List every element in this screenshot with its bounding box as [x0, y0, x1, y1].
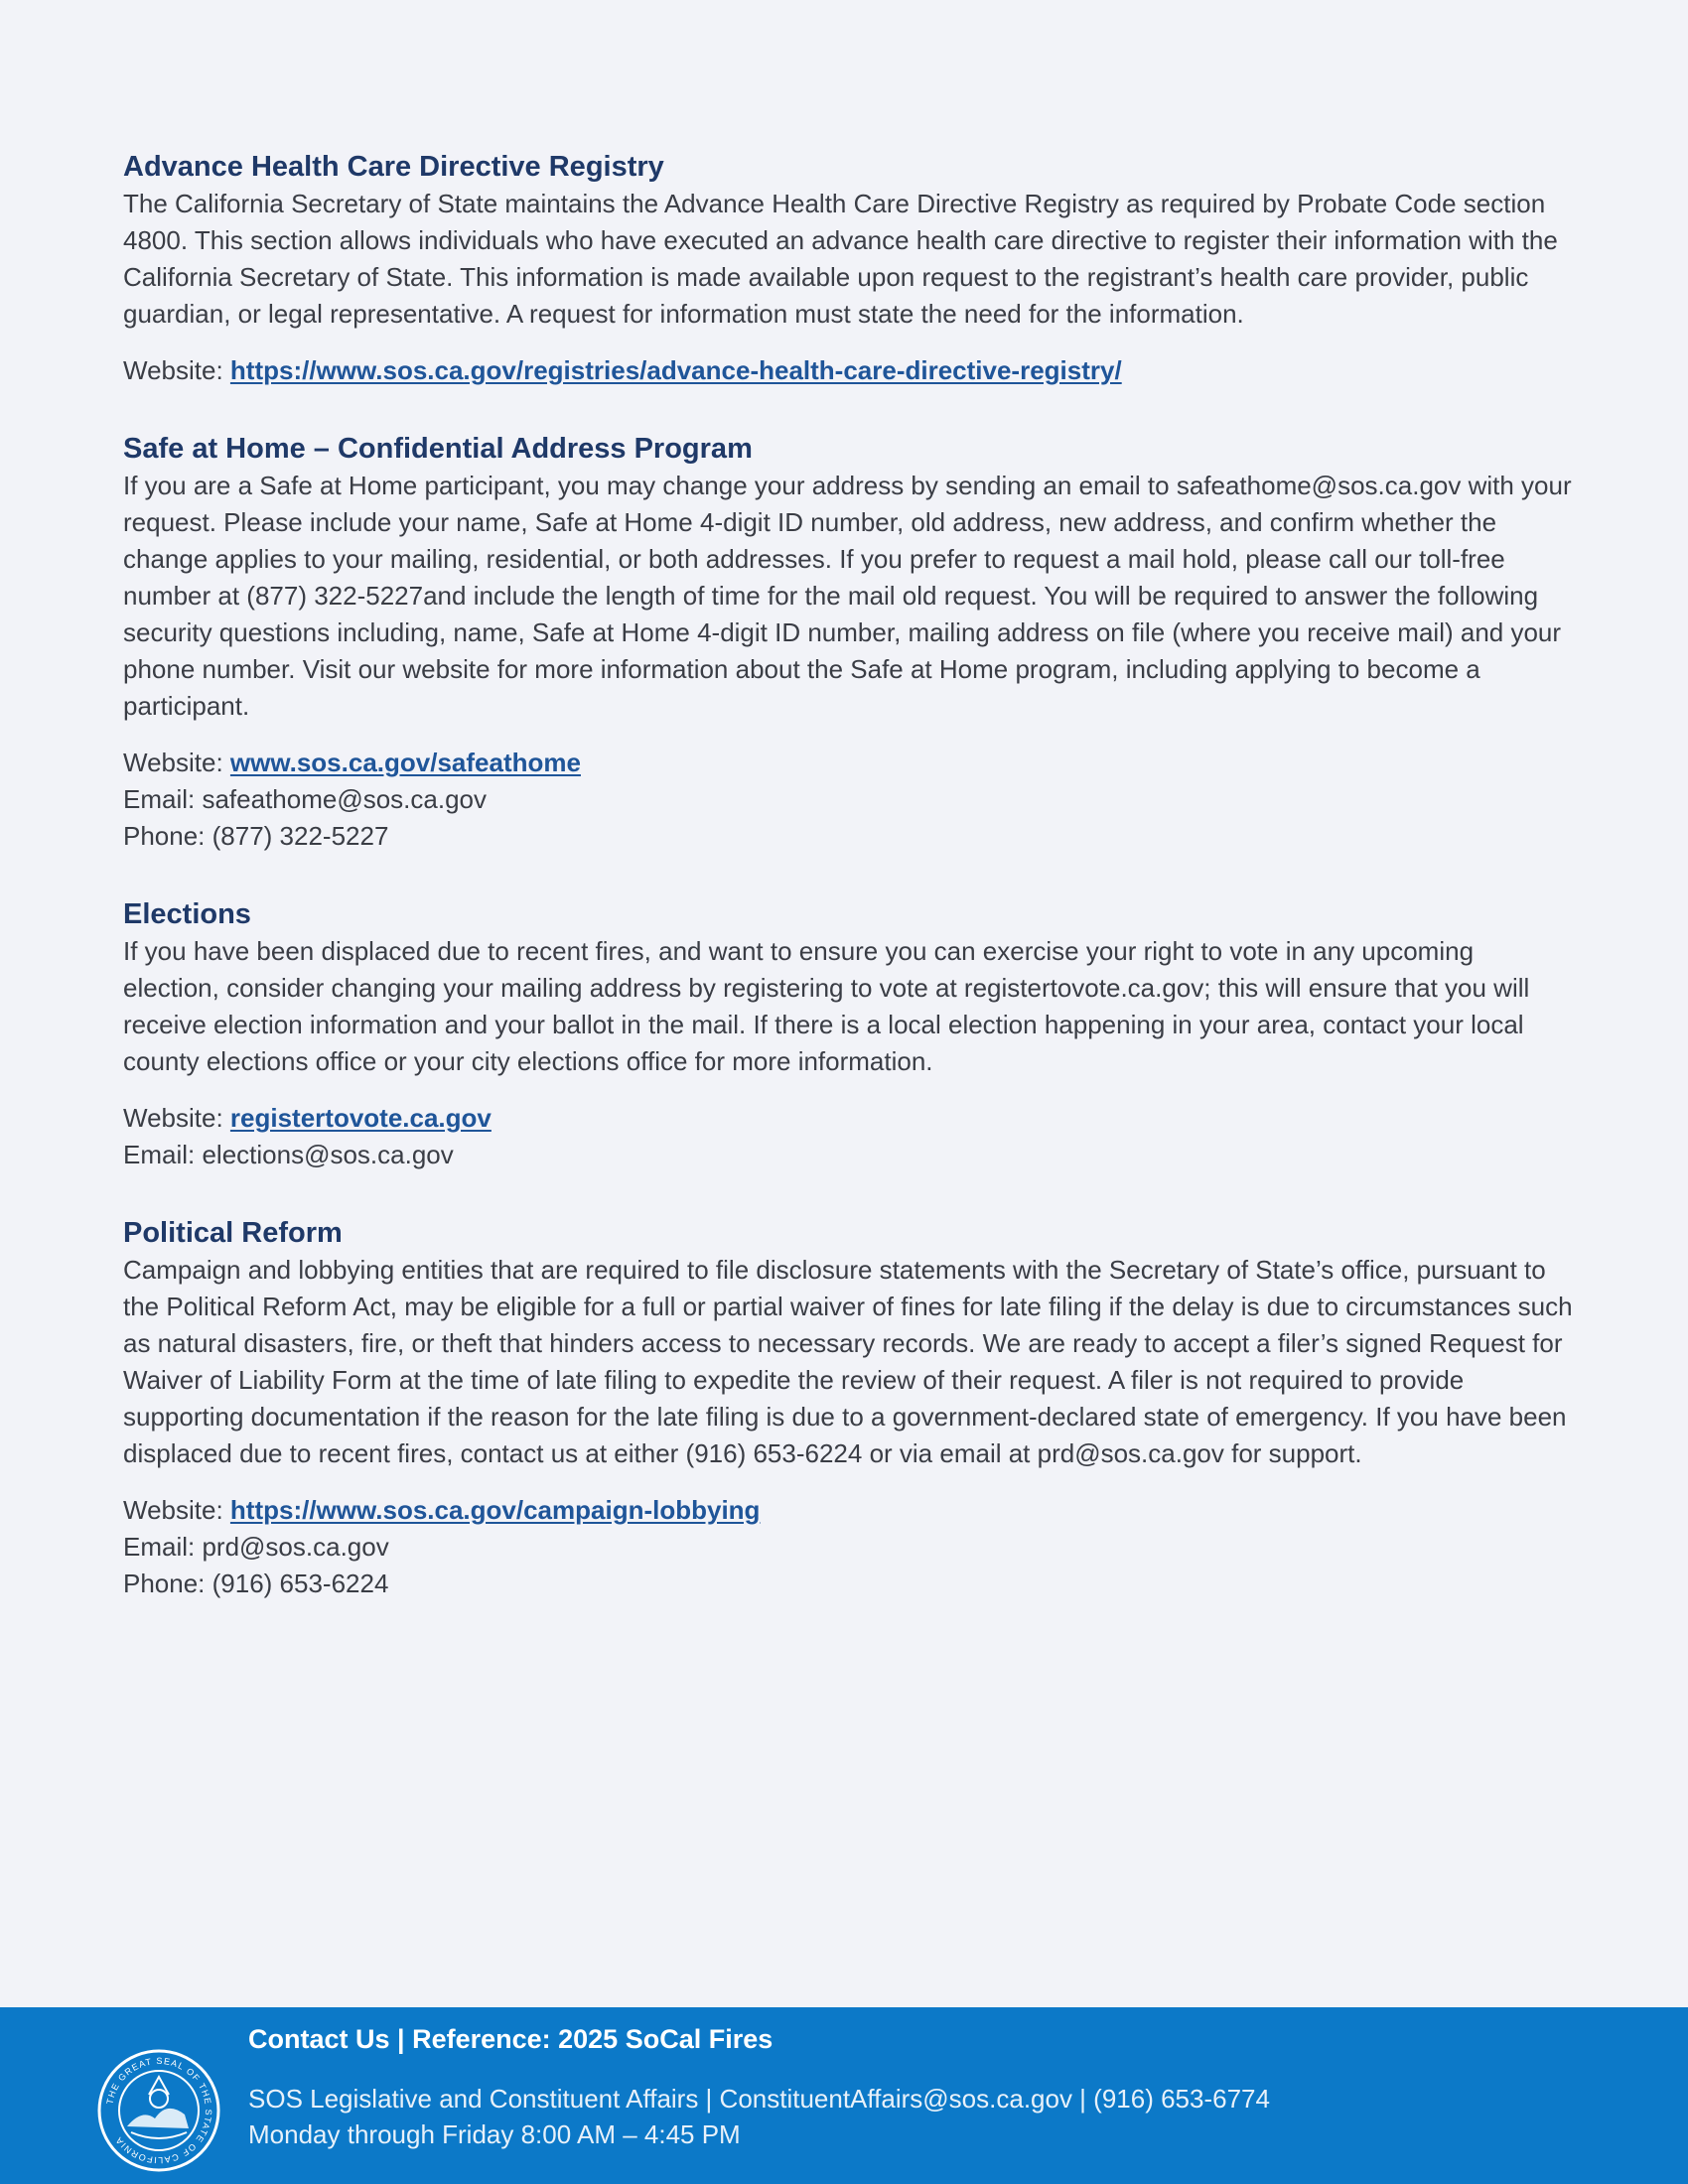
section-heading: Elections — [123, 898, 251, 930]
main-content — [123, 149, 1573, 1602]
website-link[interactable]: registertovote.ca.gov — [229, 1103, 492, 1133]
footer-contact-info — [248, 2081, 1270, 2152]
section-political-reform — [123, 1215, 1573, 1602]
section-body: If you have been displaced due to recent fires, and want to ensure you can exercise your right to vote in any upcoming election, consider changing your mailing address by registering to vote at registertovote.ca.gov; this will ensure that you will receive election information and your ballot in the mail. If there is a local election happening in your area, contact your local county elections office or your city elections office for more information. — [123, 936, 1530, 1076]
seal-text: THE GREAT SEAL OF THE STATE OF CALIFORNIA — [104, 2055, 214, 2166]
website-label: Website: — [123, 355, 230, 385]
footer-title: Contact Us | Reference: 2025 SoCal Fires — [248, 2024, 774, 2054]
section-safe-at-home — [123, 431, 1573, 855]
footer-contact-line: SOS Legislative and Constituent Affairs | ConstituentAffairs@sos.ca.gov | (916) 653-6774 — [248, 2084, 1270, 2114]
section-elections — [123, 896, 1573, 1173]
contact-block — [123, 1492, 1573, 1602]
phone-line: Phone: (916) 653-6224 — [123, 1569, 389, 1598]
email-line: Email: elections@sos.ca.gov — [123, 1140, 454, 1169]
svg-text:THE GREAT SEAL OF THE STATE OF — [104, 2056, 213, 2165]
section-body: Campaign and lobbying entities that are required to file disclosure statements with the Secretary of State’s office, pursuant to the Political Reform Act, may be eligible for a full or partial waiver of fines for late filing if the delay is due to circumstances such as natural disasters, fire, or theft that hinders access to necessary records. We are ready to accept a filer’s signed Request for Waiver of Liability Form at the time of late filing to expedite the review of their request. A filer is not required to provide supporting documentation if the reason for the late filing is due to a government-declared state of emergency. If you have been displaced due to recent fires, contact us at either (916) 653-6224 or via email at prd@sos.ca.gov for support. — [123, 1255, 1573, 1468]
website-line — [123, 745, 1573, 781]
website-label: Website: — [123, 1103, 230, 1133]
website-link[interactable]: https://www.sos.ca.gov/registries/advance-health-care-directive-registry/ — [229, 355, 1122, 385]
section-advance-health-care — [123, 149, 1573, 389]
website-line — [123, 352, 1573, 389]
website-label: Website: — [123, 748, 230, 777]
section-heading: Political Reform — [123, 1217, 343, 1249]
section-body: If you are a Safe at Home participant, you may change your address by sending an email to safeathome@sos.ca.gov with your request. Please include your name, Safe at Home 4-digit ID number, old address, new address, and confirm whether the change applies to your mailing, residential, or both addresses. If you prefer to request a mail hold, please call our toll-free number at (877) 322-5227and include the length of time for the mail old request. You will be required to answer the following security questions including, name, Safe at Home 4-digit ID number, mailing address on file (where you receive mail) and your phone number. Visit our website for more information about the Safe at Home program, including applying to become a participant. — [123, 471, 1572, 721]
phone-line: Phone: (877) 322-5227 — [123, 821, 389, 851]
california-seal-icon — [97, 2049, 220, 2172]
contact-block — [123, 745, 1573, 855]
contact-block — [123, 1100, 1573, 1173]
email-line: Email: prd@sos.ca.gov — [123, 1532, 389, 1562]
email-line: Email: safeathome@sos.ca.gov — [123, 784, 488, 814]
website-line — [123, 1492, 1573, 1529]
website-label: Website: — [123, 1495, 230, 1525]
website-line — [123, 1100, 1573, 1137]
website-link[interactable]: https://www.sos.ca.gov/campaign-lobbying — [229, 1495, 761, 1525]
section-heading: Safe at Home – Confidential Address Program — [123, 433, 753, 465]
footer-hours-line: Monday through Friday 8:00 AM – 4:45 PM — [248, 2119, 741, 2149]
contact-block — [123, 352, 1573, 389]
website-link[interactable]: www.sos.ca.gov/safeathome — [229, 748, 581, 777]
section-heading: Advance Health Care Directive Registry — [123, 151, 664, 183]
footer-banner — [0, 2007, 1688, 2184]
section-body: The California Secretary of State maintains the Advance Health Care Directive Registry as required by Probate Code section 4800. This section allows individuals who have executed an advance health care directive to register their information with the California Secretary of State. This information is made available upon request to the registrant’s health care provider, public guardian, or legal representative. A request for information must state the need for the information. — [123, 189, 1558, 329]
